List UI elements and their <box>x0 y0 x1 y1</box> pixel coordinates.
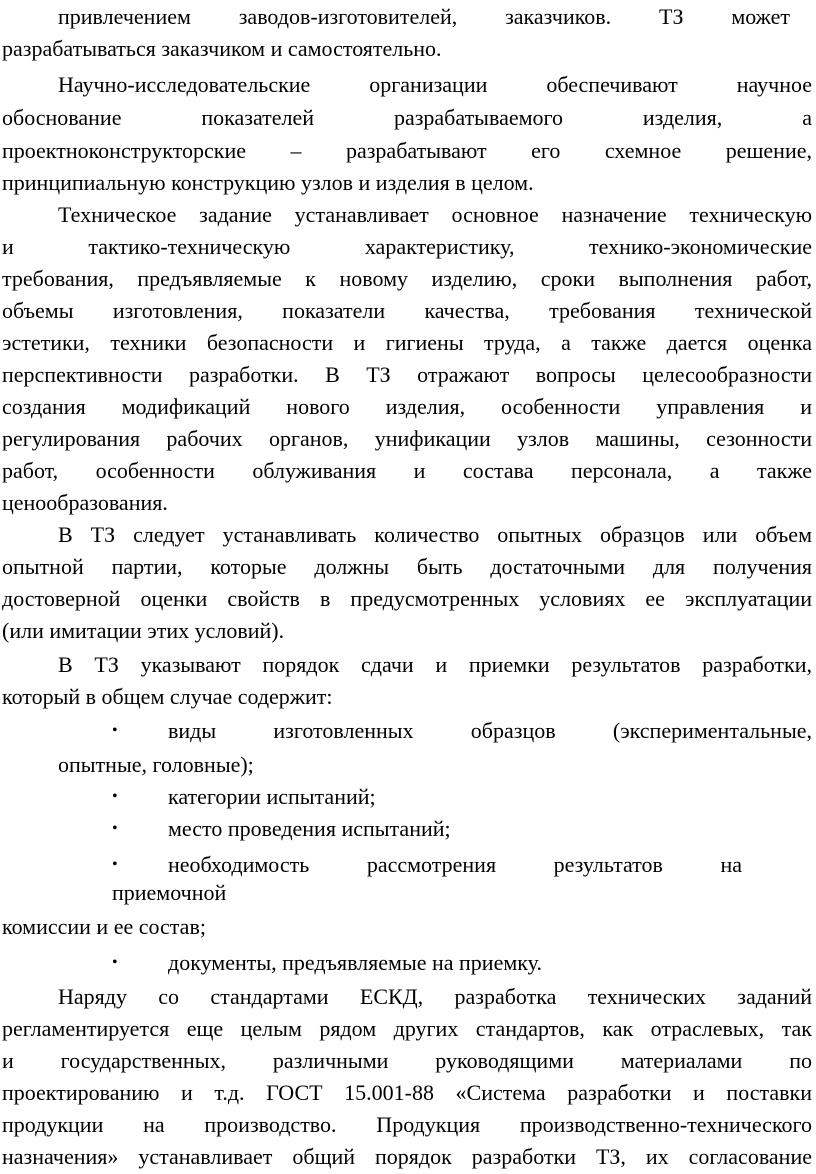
paragraph-line: принципиальную конструкцию узлов и изделия в целом. <box>2 170 534 195</box>
word: заводов-изготовителей, <box>238 4 458 29</box>
paragraph-line: В ТЗ следует устанавливать количество опытных образцов или объем <box>58 522 812 547</box>
bullet-icon: • <box>112 856 118 873</box>
paragraph-line: работ, особенности облуживания и состава персонала, а также <box>2 458 812 483</box>
bullet-icon: • <box>112 820 118 837</box>
paragraph-line: ценообразования. <box>2 490 168 515</box>
paragraph-line: эстетики, техники безопасности и гигиены труда, а также дается оценка <box>2 330 812 355</box>
paragraph-line: опытной партии, которые должны быть достаточными для получения <box>2 554 812 579</box>
paragraph-line: В ТЗ указывают порядок сдачи и приемки результатов разработки, <box>58 652 812 677</box>
word: ТЗ <box>659 4 684 29</box>
paragraph-line: (или имитации этих условий). <box>2 618 285 643</box>
list-item-continuation: опытные, головные); <box>58 752 254 777</box>
paragraph-line: требования, предъявляемые к новому изделию, сроки выполнения работ, <box>2 266 812 291</box>
list-item: категории испытаний; <box>168 784 376 809</box>
paragraph-line: объемы изготовления, показатели качества, требования технической <box>2 298 812 323</box>
paragraph-line: регламентируется еще целым рядом других стандартов, как отраслевых, так <box>2 1016 812 1041</box>
list-item: необходимость рассмотрения результатов на <box>168 852 742 877</box>
paragraph-line: создания модификаций нового изделия, особенности управления и <box>2 394 812 419</box>
paragraph-line: который в общем случае содержит: <box>2 684 333 709</box>
paragraph-line: проектноконструкторские – разрабатывают его схемное решение, <box>2 138 812 163</box>
list-item: документы, предъявляемые на приемку. <box>168 950 542 975</box>
list-item: виды изготовленных образцов (экспериментальные, <box>168 718 812 743</box>
paragraph-line: продукции на производство. Продукция производственно-технического <box>2 1112 812 1137</box>
list-item-continuation: приемочной <box>112 880 227 905</box>
paragraph-line: регулирования рабочих органов, унификации узлов машины, сезонности <box>2 426 812 451</box>
paragraph-line: и тактико-техническую характеристику, технико-экономические <box>2 234 812 259</box>
bullet-icon: • <box>112 722 118 739</box>
word: заказчиков. <box>505 4 612 29</box>
paragraph-line: Наряду со стандартами ЕСКД, разработка технических заданий <box>58 984 812 1009</box>
paragraph-line <box>58 2 790 32</box>
paragraph-line: и государственных, различными руководящими материалами по <box>2 1048 812 1073</box>
paragraph-line: проектированию и т.д. ГОСТ 15.001-88 «Система разработки и поставки <box>2 1080 812 1105</box>
paragraph-line: назначения» устанавливает общий порядок разработки ТЗ, их согласование <box>2 1144 812 1169</box>
paragraph-line: достоверной оценки свойств в предусмотренных условиях ее эксплуатации <box>2 586 812 611</box>
paragraph-line: обоснование показателей разрабатываемого изделия, а <box>2 105 812 130</box>
paragraph-line: Научно-исследовательские организации обеспечивают научное <box>58 72 812 97</box>
paragraph-line: Техническое задание устанавливает основное назначение техническую <box>58 202 812 227</box>
bullet-icon: • <box>112 954 118 971</box>
paragraph-line: перспективности разработки. В ТЗ отражают вопросы целесообразности <box>2 362 812 387</box>
list-item-continuation: комиссии и ее состав; <box>2 914 206 939</box>
word: может <box>731 4 790 29</box>
bullet-icon: • <box>112 788 118 805</box>
paragraph-line: разрабатываться заказчиком и самостоятельно. <box>2 36 442 61</box>
word: привлечением <box>58 4 191 29</box>
list-item: место проведения испытаний; <box>168 816 451 841</box>
